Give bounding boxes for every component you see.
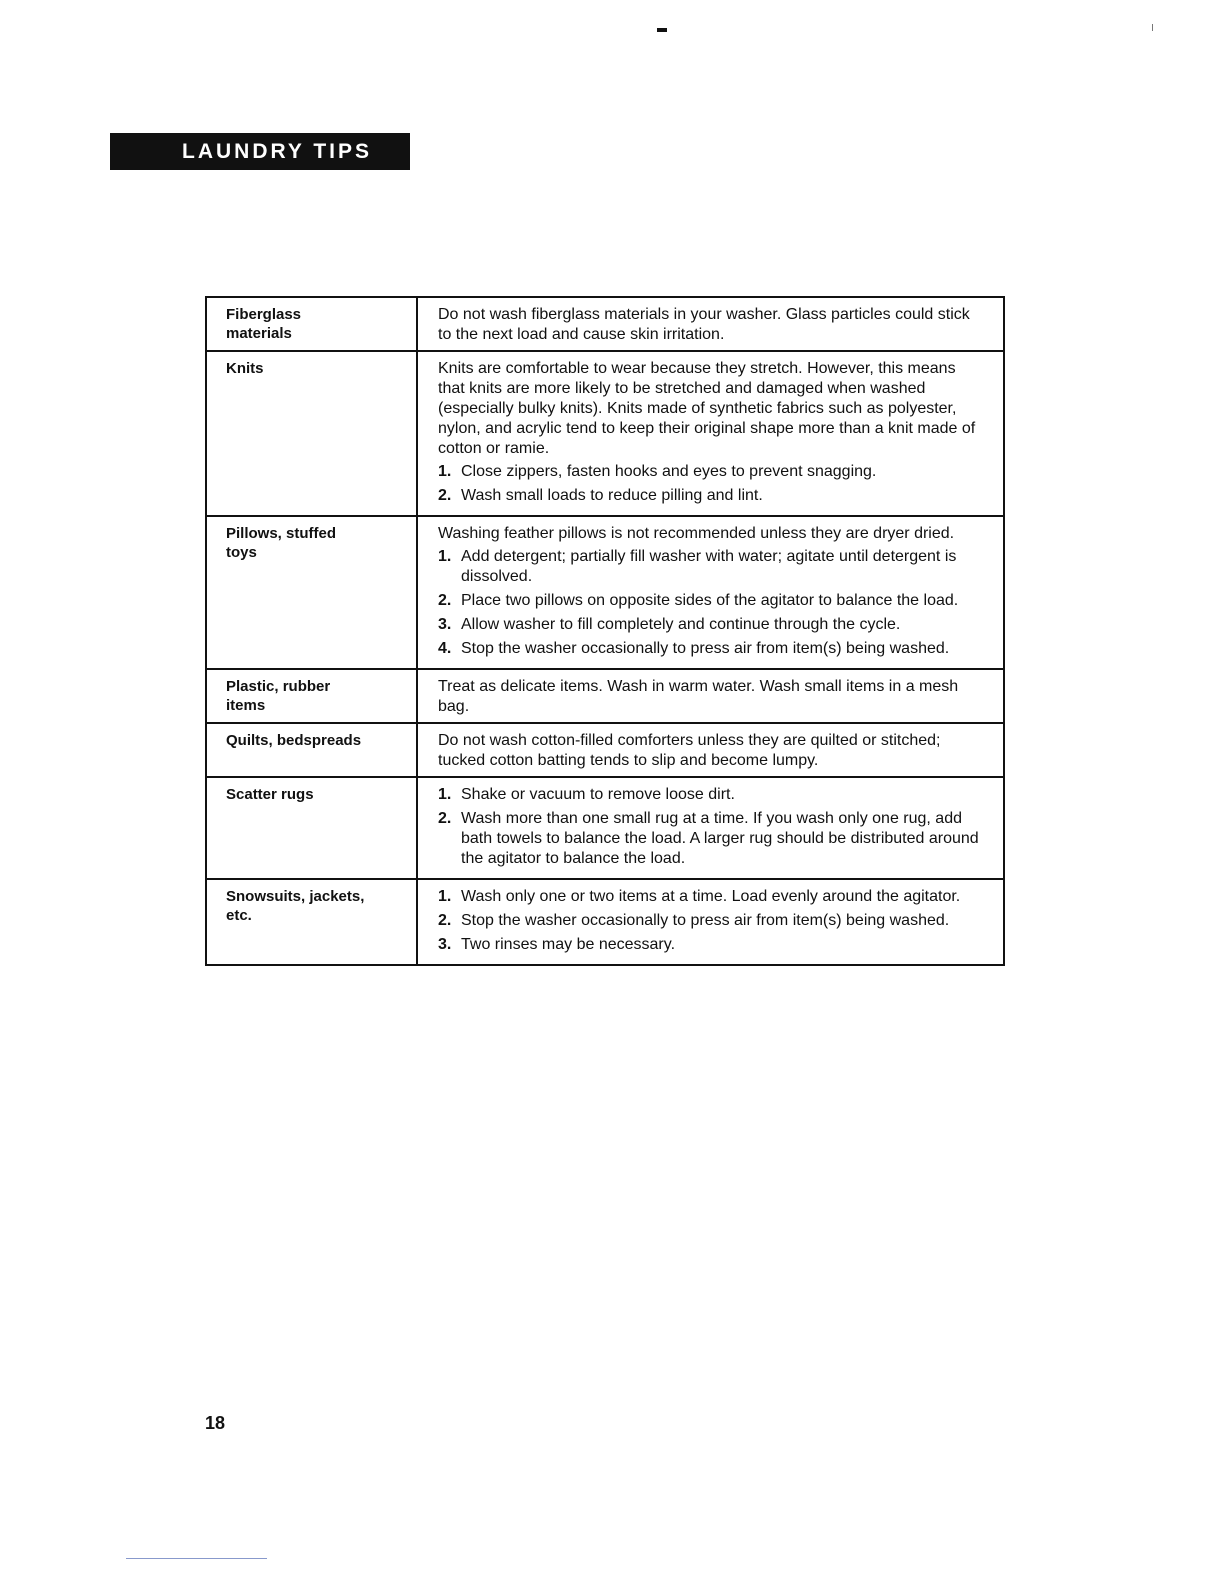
description-text: Knits are comfortable to wear because they stretch. However, this means that knits are more likely to be stretched and damaged when washed (especially bulky knits). Knits made of synthetic fabrics such as polyester, nylon, and acrylic tend to keep their original shape more than a knit made of cotton or ramie.	[438, 360, 976, 457]
item-name: Fiberglass materials	[226, 306, 302, 342]
step-text: Place two pillows on opposite sides of the agitator to balance the load.	[461, 592, 959, 609]
step-text: Shake or vacuum to remove loose dirt.	[461, 786, 735, 803]
step-text: Stop the washer occasionally to press air from item(s) being washed.	[461, 640, 950, 657]
step-list	[438, 462, 985, 506]
step-item	[438, 486, 985, 506]
description-text: Do not wash fiberglass materials in your washer. Glass particles could stick to the next load and cause skin irritation.	[438, 306, 970, 343]
description-cell	[417, 723, 1004, 777]
item-name: Snowsuits, jackets, etc.	[226, 888, 365, 924]
step-text: Allow washer to fill completely and continue through the cycle.	[461, 616, 901, 633]
item-cell	[206, 669, 417, 723]
description-text: Do not wash cotton-filled comforters unless they are quilted or stitched; tucked cotton batting tends to slip and become lumpy.	[438, 732, 941, 769]
step-item	[438, 462, 985, 482]
item-name: Scatter rugs	[226, 786, 314, 803]
tip-row	[206, 351, 1004, 516]
item-cell	[206, 297, 417, 351]
step-number: 1.	[438, 888, 452, 905]
step-item	[438, 785, 985, 805]
section-header	[110, 133, 410, 170]
description-cell	[417, 669, 1004, 723]
description-cell	[417, 777, 1004, 879]
step-number: 2.	[438, 810, 452, 827]
description-cell	[417, 297, 1004, 351]
step-text: Add detergent; partially fill washer with water; agitate until detergent is dissolved.	[461, 548, 957, 585]
step-text: Wash small loads to reduce pilling and lint.	[461, 487, 763, 504]
step-number: 3.	[438, 616, 452, 633]
scan-mark	[657, 28, 667, 32]
description-cell	[417, 879, 1004, 965]
tip-row	[206, 297, 1004, 351]
item-cell	[206, 516, 417, 669]
tip-row	[206, 669, 1004, 723]
step-text: Wash only one or two items at a time. Load evenly around the agitator.	[461, 888, 961, 905]
tip-row	[206, 516, 1004, 669]
scan-tick	[1152, 24, 1153, 31]
description-cell	[417, 351, 1004, 516]
step-number: 1.	[438, 548, 452, 565]
step-text: Close zippers, fasten hooks and eyes to prevent snagging.	[461, 463, 877, 480]
step-item	[438, 911, 985, 931]
item-name: Pillows, stuffed toys	[226, 525, 337, 561]
description-text: Washing feather pillows is not recommended unless they are dryer dried.	[438, 525, 955, 542]
item-cell	[206, 723, 417, 777]
tips-table-body	[206, 297, 1004, 965]
step-number: 3.	[438, 936, 452, 953]
step-item	[438, 887, 985, 907]
page-number: 18	[205, 1413, 226, 1433]
step-item	[438, 639, 985, 659]
step-text: Stop the washer occasionally to press air from item(s) being washed.	[461, 912, 950, 929]
step-item	[438, 591, 985, 611]
tip-row	[206, 723, 1004, 777]
laundry-tips-table	[205, 296, 1005, 966]
tip-row	[206, 879, 1004, 965]
bottom-rule	[126, 1558, 267, 1559]
step-list	[438, 785, 985, 869]
tip-row	[206, 777, 1004, 879]
step-number: 1.	[438, 786, 452, 803]
step-text: Wash more than one small rug at a time. If you wash only one rug, add bath towels to balance the load. A larger rug should be distributed around the agitator to balance the load.	[461, 810, 979, 867]
step-number: 2.	[438, 912, 452, 929]
description-text: Treat as delicate items. Wash in warm water. Wash small items in a mesh bag.	[438, 678, 959, 715]
step-number: 1.	[438, 463, 452, 480]
item-cell	[206, 351, 417, 516]
step-item	[438, 547, 985, 587]
section-title: LAUNDRY TIPS	[182, 139, 373, 163]
step-item	[438, 935, 985, 955]
item-name: Knits	[226, 360, 264, 377]
step-list	[438, 547, 985, 659]
step-number: 4.	[438, 640, 452, 657]
item-name: Quilts, bedspreads	[226, 732, 362, 749]
description-cell	[417, 516, 1004, 669]
item-cell	[206, 777, 417, 879]
item-cell	[206, 879, 417, 965]
step-item	[438, 809, 985, 869]
step-number: 2.	[438, 487, 452, 504]
step-text: Two rinses may be necessary.	[461, 936, 676, 953]
step-list	[438, 887, 985, 955]
step-number: 2.	[438, 592, 452, 609]
step-item	[438, 615, 985, 635]
item-name: Plastic, rubber items	[226, 678, 331, 714]
